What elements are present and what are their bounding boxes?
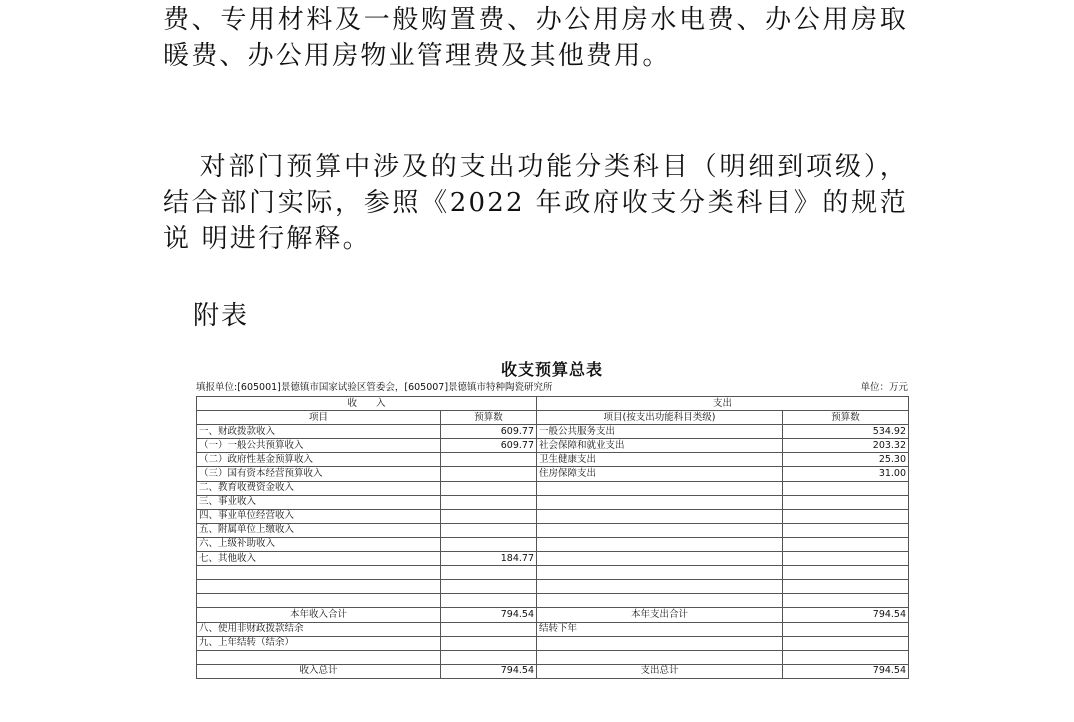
table-row <box>197 439 909 453</box>
expense-value <box>783 622 909 636</box>
income-value <box>441 453 537 467</box>
expense-value: 203.32 <box>783 439 909 453</box>
table-row <box>197 453 909 467</box>
column-header-row <box>197 411 909 425</box>
year-expense-total-label: 本年支出合计 <box>537 608 783 622</box>
expense-value <box>783 509 909 523</box>
expense-item <box>537 495 783 509</box>
income-value <box>441 594 537 608</box>
expense-value <box>783 495 909 509</box>
income-value: 609.77 <box>441 439 537 453</box>
income-value <box>441 523 537 537</box>
expense-value <box>783 537 909 551</box>
grand-total-row <box>197 664 909 678</box>
income-item <box>197 650 441 664</box>
section-header-row <box>197 397 909 411</box>
expense-value <box>783 580 909 594</box>
expense-value <box>783 636 909 650</box>
income-item: 七、其他收入 <box>197 552 441 566</box>
income-value: 609.77 <box>441 425 537 439</box>
expense-item <box>537 594 783 608</box>
expense-item <box>537 566 783 580</box>
expense-item <box>537 552 783 566</box>
table-row <box>197 425 909 439</box>
expense-item <box>537 481 783 495</box>
unit-label: 单位：万元 <box>860 382 908 393</box>
expense-value <box>783 650 909 664</box>
income-value <box>441 481 537 495</box>
expense-header: 支出 <box>537 397 909 411</box>
income-item: 六、上级补助收入 <box>197 537 441 551</box>
col-item-header: 项目 <box>197 411 441 425</box>
income-item: 二、教育收费资金收入 <box>197 481 441 495</box>
table-row <box>197 622 909 636</box>
income-item <box>197 580 441 594</box>
table-row <box>197 552 909 566</box>
expense-value: 534.92 <box>783 425 909 439</box>
filing-unit: 填报单位:[605001]景德镇市国家试验区管委会，[605007]景德镇市特种陶瓷研究所 <box>196 382 553 393</box>
income-item: （一）一般公共预算收入 <box>197 439 441 453</box>
expense-value <box>783 566 909 580</box>
income-value: 184.77 <box>441 552 537 566</box>
income-value <box>441 622 537 636</box>
table-row <box>197 481 909 495</box>
income-item: 八、使用非财政拨款结余 <box>197 622 441 636</box>
income-total-value: 794.54 <box>441 664 537 678</box>
income-item <box>197 566 441 580</box>
table-row <box>197 495 909 509</box>
income-value <box>441 467 537 481</box>
expense-value <box>783 594 909 608</box>
income-item <box>197 594 441 608</box>
expense-item <box>537 580 783 594</box>
income-item: （三）国有资本经营预算收入 <box>197 467 441 481</box>
table-row <box>197 594 909 608</box>
col-expense-item-header: 项目(按支出功能科目类级) <box>537 411 783 425</box>
income-item: 一、财政拨款收入 <box>197 425 441 439</box>
table-meta-row <box>196 382 908 394</box>
income-value <box>441 509 537 523</box>
year-income-total-label: 本年收入合计 <box>197 608 441 622</box>
income-header: 收 入 <box>197 397 537 411</box>
col-budget-header: 预算数 <box>441 411 537 425</box>
income-item: （二）政府性基金预算收入 <box>197 453 441 467</box>
table-row <box>197 523 909 537</box>
expense-item <box>537 636 783 650</box>
income-value <box>441 650 537 664</box>
year-total-row <box>197 608 909 622</box>
income-item: 四、事业单位经营收入 <box>197 509 441 523</box>
expense-total-value: 794.54 <box>783 664 909 678</box>
body-paragraph-2-text: 对部门预算中涉及的支出功能分类科目（明细到项级），结合部门实际，参照《2022 年政府收支分类科目》的规范说 明进行解释。 <box>163 152 908 254</box>
expense-item <box>537 537 783 551</box>
expense-value <box>783 523 909 537</box>
expense-item <box>537 509 783 523</box>
year-expense-total-value: 794.54 <box>783 608 909 622</box>
table-row <box>197 537 909 551</box>
expense-value <box>783 481 909 495</box>
table-row <box>197 509 909 523</box>
year-income-total-value: 794.54 <box>441 608 537 622</box>
expense-item: 一般公共服务支出 <box>537 425 783 439</box>
income-value <box>441 636 537 650</box>
income-value <box>441 566 537 580</box>
expense-item <box>537 650 783 664</box>
expense-value: 31.00 <box>783 467 909 481</box>
col-expense-budget-header: 预算数 <box>783 411 909 425</box>
income-value <box>441 537 537 551</box>
body-paragraph-1: 费、专用材料及一般购置费、办公用房水电费、办公用房取 暖费、办公用房物业管理费及其他费用。 <box>163 5 908 71</box>
expense-value: 25.30 <box>783 453 909 467</box>
budget-table-body <box>197 397 909 679</box>
income-item: 九、上年结转（结余） <box>197 636 441 650</box>
income-total-label: 收入总计 <box>197 664 441 678</box>
expense-item: 卫生健康支出 <box>537 453 783 467</box>
expense-item: 住房保障支出 <box>537 467 783 481</box>
budget-summary-table <box>196 396 909 679</box>
body-paragraph-2 <box>163 149 908 257</box>
income-value <box>441 495 537 509</box>
table-row <box>197 636 909 650</box>
table-row <box>197 467 909 481</box>
appendix-label: 附表 <box>193 301 250 331</box>
expense-item: 社会保障和就业支出 <box>537 439 783 453</box>
table-row <box>197 580 909 594</box>
income-item: 三、事业收入 <box>197 495 441 509</box>
expense-item: 结转下年 <box>537 622 783 636</box>
table-title: 收支预算总表 <box>500 360 603 379</box>
expense-value <box>783 552 909 566</box>
table-row <box>197 650 909 664</box>
table-row <box>197 566 909 580</box>
expense-total-label: 支出总计 <box>537 664 783 678</box>
income-item: 五、附属单位上缴收入 <box>197 523 441 537</box>
income-value <box>441 580 537 594</box>
expense-item <box>537 523 783 537</box>
